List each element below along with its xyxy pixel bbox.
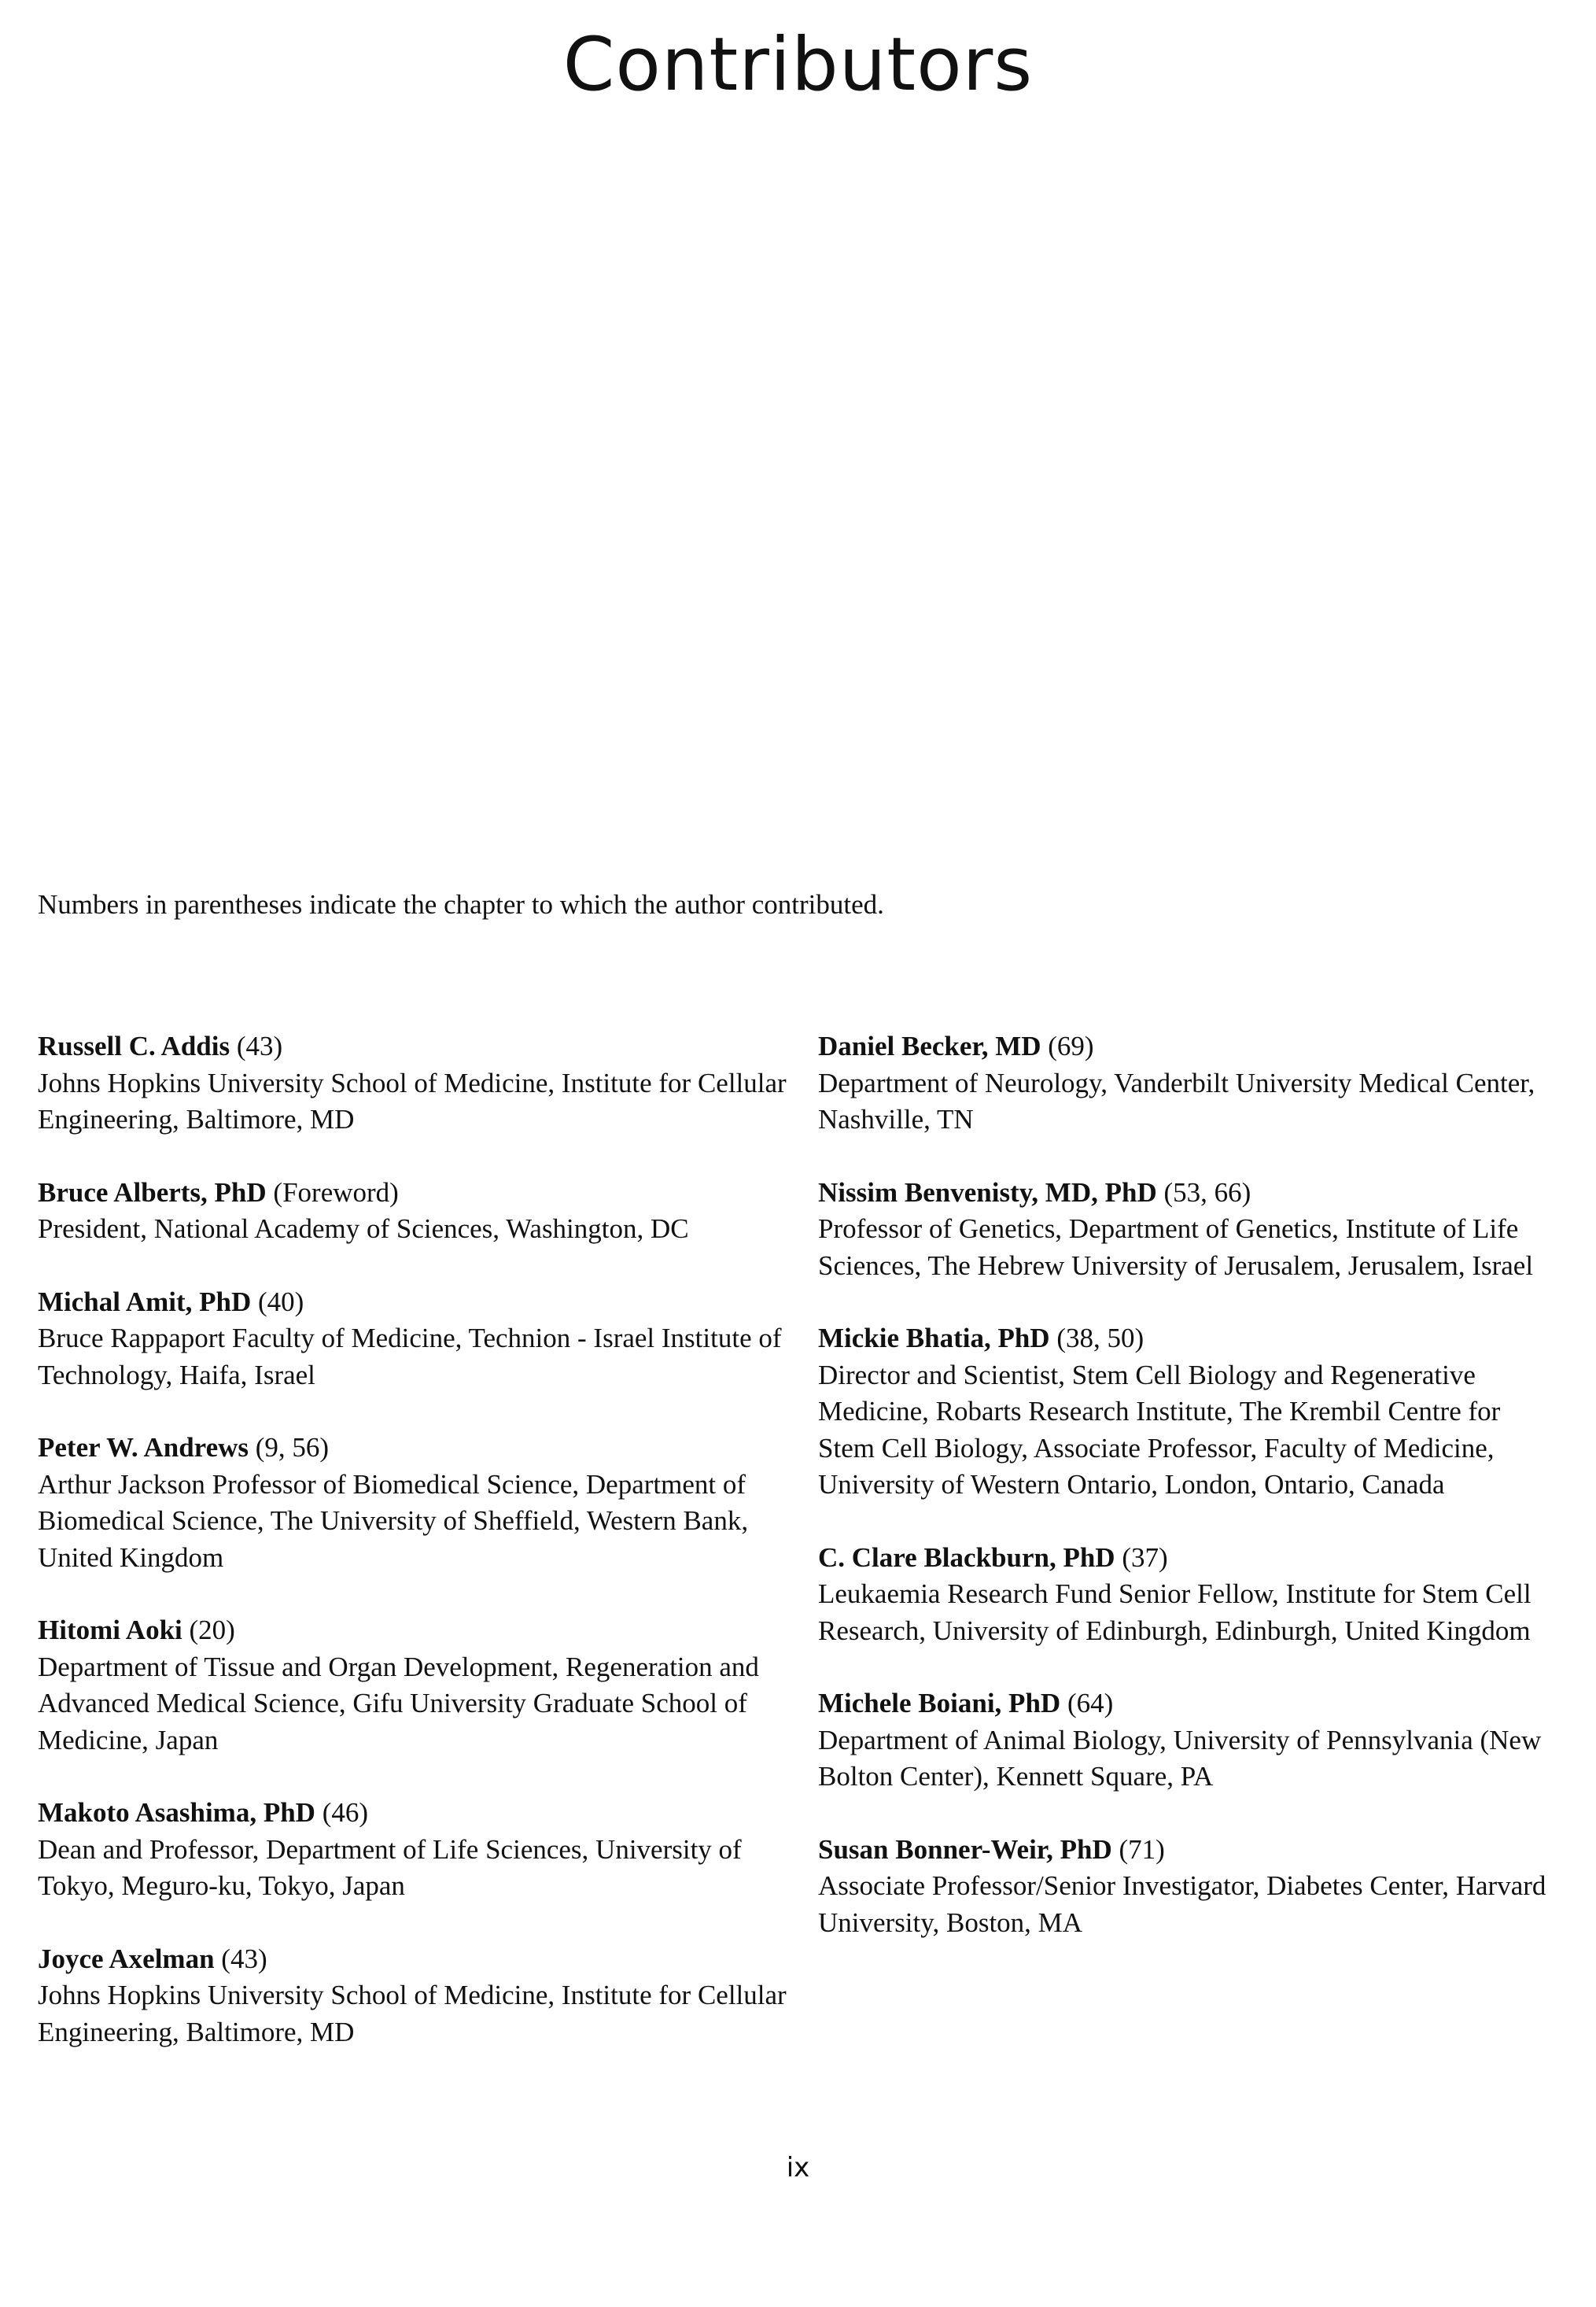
contributor-chapters: (53, 66) <box>1163 1176 1251 1208</box>
contributor-entry <box>818 1832 1561 1942</box>
contributor-affiliation: Department of Neurology, Vanderbilt University Medical Center, Nashville, TN <box>818 1067 1535 1135</box>
contributor-heading <box>38 1430 793 1467</box>
contributor-entry <box>38 1612 793 1759</box>
contributor-name: Susan Bonner-Weir, PhD <box>818 1833 1112 1865</box>
contributor-heading <box>818 1832 1561 1869</box>
contributor-chapters: (40) <box>257 1286 304 1317</box>
intro-note: Numbers in parentheses indicate the chapter to which the author contributed. <box>38 889 884 920</box>
contributor-affiliation: Dean and Professor, Department of Life Sciences, University of Tokyo, Meguro-ku, Tokyo, Japan <box>38 1833 742 1901</box>
contributors-left-column <box>38 1028 793 2087</box>
contributor-heading <box>38 1941 793 1978</box>
contributor-chapters: (Foreword) <box>273 1176 399 1208</box>
contributor-chapters: (69) <box>1048 1031 1094 1061</box>
contributor-entry <box>38 1028 793 1139</box>
contributor-name: Russell C. Addis <box>38 1031 230 1061</box>
contributor-chapters: (71) <box>1119 1833 1165 1865</box>
contributor-name: Nissim Benvenisty, MD, PhD <box>818 1176 1157 1208</box>
contributor-heading <box>38 1284 793 1321</box>
contributor-affiliation: Professor of Genetics, Department of Genetics, Institute of Life Sciences, The Hebrew University of Jerusalem, Jerusalem, Israel <box>818 1213 1534 1281</box>
contributor-chapters: (43) <box>221 1943 267 1974</box>
contributor-heading <box>818 1320 1561 1357</box>
contributor-name: Peter W. Andrews <box>38 1432 249 1463</box>
page-number: ix <box>786 2152 810 2183</box>
contributor-entry <box>38 1284 793 1394</box>
contributor-affiliation: Johns Hopkins University School of Medicine, Institute for Cellular Engineering, Baltimore, MD <box>38 1980 787 2047</box>
contributor-entry <box>38 1430 793 1576</box>
contributor-name: Michal Amit, PhD <box>38 1286 252 1317</box>
contributor-heading <box>38 1612 793 1649</box>
contributor-affiliation: Johns Hopkins University School of Medicine, Institute for Cellular Engineering, Baltimore, MD <box>38 1067 787 1135</box>
contributor-chapters: (46) <box>322 1797 369 1828</box>
contributor-heading <box>818 1028 1561 1065</box>
contributor-name: Makoto Asashima, PhD <box>38 1797 315 1828</box>
contributor-name: C. Clare Blackburn, PhD <box>818 1541 1115 1573</box>
contributor-entry <box>38 1175 793 1248</box>
contributor-heading <box>38 1175 793 1212</box>
contributor-entry <box>818 1320 1561 1504</box>
contributor-chapters: (20) <box>189 1615 235 1645</box>
contributor-entry <box>818 1540 1561 1650</box>
contributor-affiliation: Department of Tissue and Organ Development, Regeneration and Advanced Medical Science, Gifu University Graduate School of Medicine, Japan <box>38 1651 759 1755</box>
contributor-entry <box>38 1941 793 2051</box>
contributor-heading <box>818 1175 1561 1212</box>
page-title: Contributors <box>562 22 1034 108</box>
contributor-name: Bruce Alberts, PhD <box>38 1176 267 1208</box>
contributor-name: Joyce Axelman <box>38 1943 215 1974</box>
contributor-heading <box>818 1685 1561 1722</box>
contributor-affiliation: Bruce Rappaport Faculty of Medicine, Technion - Israel Institute of Technology, Haifa, Israel <box>38 1323 782 1390</box>
contributor-name: Hitomi Aoki <box>38 1615 182 1645</box>
contributor-chapters: (43) <box>236 1031 283 1061</box>
contributor-affiliation: Department of Animal Biology, University of Pennsylvania (New Bolton Center), Kennett Square, PA <box>818 1724 1542 1792</box>
contributor-affiliation: Associate Professor/Senior Investigator, Diabetes Center, Harvard University, Boston, MA <box>818 1870 1546 1938</box>
contributor-chapters: (38, 50) <box>1056 1323 1144 1353</box>
contributor-affiliation: Arthur Jackson Professor of Biomedical Science, Department of Biomedical Science, The University of Sheffield, Western Bank, United Kingdom <box>38 1468 749 1573</box>
contributor-affiliation: Director and Scientist, Stem Cell Biology and Regenerative Medicine, Robarts Research Institute, The Krembil Centre for Stem Cell Biology, Associate Professor, Faculty of Medicine, University of Western Ontario, London, Ontario, Canada <box>818 1359 1501 1500</box>
contributor-affiliation: Leukaemia Research Fund Senior Fellow, Institute for Stem Cell Research, University of Edinburgh, Edinburgh, United Kingdom <box>818 1578 1531 1646</box>
contributor-entry <box>38 1795 793 1905</box>
contributors-right-column <box>818 1028 1561 1977</box>
contributor-name: Michele Boiani, PhD <box>818 1688 1061 1718</box>
contributor-chapters: (64) <box>1067 1688 1114 1718</box>
contributor-entry <box>818 1028 1561 1139</box>
contributor-heading <box>38 1028 793 1065</box>
contributor-chapters: (37) <box>1122 1541 1168 1573</box>
contributor-heading <box>38 1795 793 1832</box>
contributor-entry <box>818 1175 1561 1285</box>
contributor-affiliation: President, National Academy of Sciences, Washington, DC <box>38 1213 689 1244</box>
contributor-entry <box>818 1685 1561 1796</box>
contributor-name: Mickie Bhatia, PhD <box>818 1323 1050 1353</box>
contributor-name: Daniel Becker, MD <box>818 1031 1041 1061</box>
contributor-heading <box>818 1540 1561 1577</box>
contributor-chapters: (9, 56) <box>255 1432 330 1463</box>
